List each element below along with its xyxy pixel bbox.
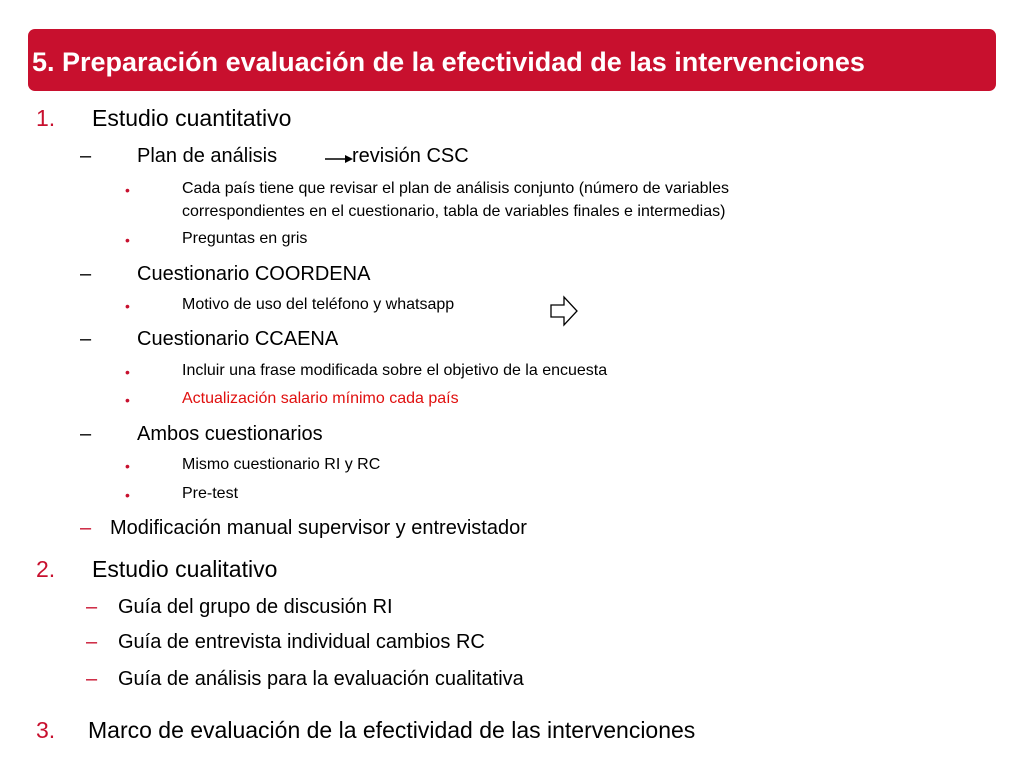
bullet-pretest: Pre-test [182, 485, 239, 502]
manual-modification-label: Modificación manual supervisor y entrevistador [110, 517, 527, 539]
guide-qualitative-analysis: Guía de análisis para la evaluación cualitativa [118, 668, 524, 690]
both-questionnaires-label: Ambos cuestionarios [137, 423, 323, 445]
bullet-same-questionnaire: Mismo cuestionario RI y RC [182, 456, 381, 473]
section-title-framework: Marco de evaluación de la efectividad de las intervenciones [88, 717, 696, 743]
dash-marker: – [86, 596, 98, 618]
guide-discussion-group: Guía del grupo de discusión RI [118, 596, 393, 618]
dash-marker: – [86, 668, 98, 690]
dash-marker: – [80, 517, 92, 539]
dash-marker: – [80, 328, 92, 350]
dash-marker: – [80, 145, 92, 167]
section-number-3: 3. [36, 717, 56, 743]
bullet-minimum-salary: Actualización salario mínimo cada país [182, 390, 459, 407]
bullet-marker: • [125, 487, 130, 503]
dash-marker: – [80, 263, 92, 285]
title-bar [28, 29, 996, 91]
section-title-quantitative: Estudio cuantitativo [92, 105, 292, 131]
ccaena-label: Cuestionario CCAENA [137, 328, 339, 350]
bullet-marker: • [125, 458, 130, 474]
bullet-marker: • [125, 364, 130, 380]
plan-label: Plan de análisis [137, 145, 278, 167]
right-arrow-icon [324, 150, 354, 166]
bullet-marker: • [125, 182, 130, 198]
bullet-modified-phrase: Incluir una frase modificada sobre el objetivo de la encuesta [182, 362, 608, 379]
guide-individual-interview: Guía de entrevista individual cambios RC [118, 631, 485, 653]
bullet-marker: • [125, 232, 130, 248]
section-number-2: 2. [36, 556, 56, 582]
bullet-grey-questions: Preguntas en gris [182, 230, 308, 247]
dash-marker: – [86, 631, 98, 653]
bullet-marker: • [125, 298, 130, 314]
bullet-phone-whatsapp: Motivo de uso del teléfono y whatsapp [182, 296, 455, 313]
dash-marker: – [80, 423, 92, 445]
section-number-1: 1. [36, 105, 56, 131]
plan-target-label: revisión CSC [352, 145, 469, 167]
coordena-label: Cuestionario COORDENA [137, 263, 371, 285]
hollow-right-arrow-icon [549, 295, 579, 329]
page-title: 5. Preparación evaluación de la efectividad de las intervenciones [32, 47, 865, 77]
bullet-plan-review-cont: correspondientes en el cuestionario, tabla de variables finales e intermedias) [182, 203, 726, 220]
bullet-marker: • [125, 392, 130, 408]
section-title-qualitative: Estudio cualitativo [92, 556, 278, 582]
bullet-plan-review: Cada país tiene que revisar el plan de análisis conjunto (número de variables [182, 180, 729, 197]
